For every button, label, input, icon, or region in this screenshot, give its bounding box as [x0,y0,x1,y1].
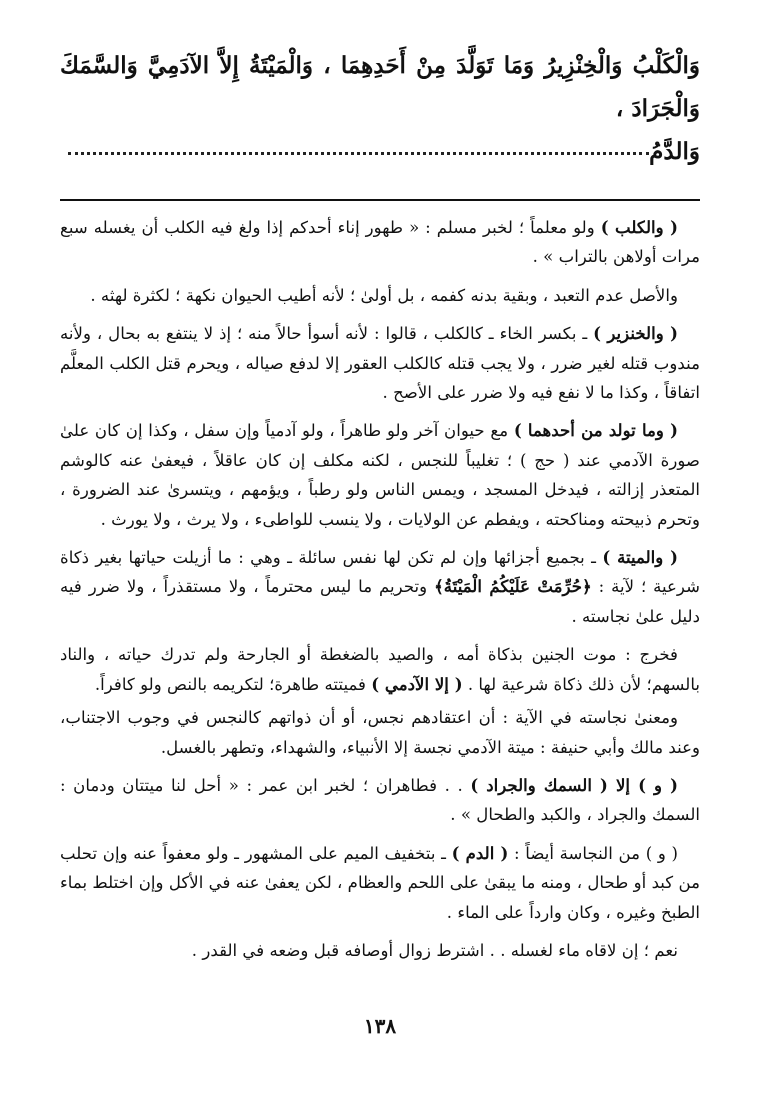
paragraph-kharaja [60,640,700,699]
term: ( إلا الآدمي ) [371,673,463,694]
paragraph-naam [60,936,700,965]
paragraph-tawallad [60,416,700,534]
term: ( والميتة ) [602,547,678,568]
matn-line-2-row [60,130,700,173]
separator-rule [60,199,700,201]
term: ( والكلب ) [600,217,678,237]
paragraph-text: ـ بتخفيف الميم على المشهور ـ ولو معفواً عنه وإن تحلب من كبد أو طحال ، ومنه ما يبقىٰ على اللحم والعظام ، لكن يعفىٰ عنه في الأكل وإن اختلط بماء الطبخ وغيره ، وكان وارداً على الماء . [60,843,700,922]
paragraph-text: فخرج : موت الجنين بذكاة أمه ، والصيد بالضغطة أو الجارحة ولم تدرك حياته ، والناد بالسهم؛ لأن ذلك ذكاة شرعية لها . [60,645,700,694]
paragraph-text: ( و ) من النجاسة أيضاً : [508,843,678,863]
page-number: ١٣٨ [363,1014,397,1038]
paragraph-text: ـ بكسر الخاء ـ كالكلب ، قالوا : لأنه أسوأ حالاً منه ؛ إذ لا ينتفع به بحال ، ولأنه مندوب قتله لغير ضرر ، ولا يجب قتله كالكلب العقور إلا لدفع صياله ، ويحرم قتل الكلب المعلَّم اتفاقاً ، وكذا ما لا نفع فيه ولا ضرر على الأصح . [60,324,700,403]
paragraph-text: . . فطاهران ؛ لخبر ابن عمر : « أحل لنا ميتتان ودمان : السمك والجراد ، والكبد والطحال » . [60,775,700,825]
dotted-leader [68,130,649,155]
term: ( الدم ) [451,842,509,863]
paragraph-khinzir [60,319,700,407]
paragraph-text: فميتته طاهرة؛ لتكريمه بالنص ولو كافراً. [94,674,372,694]
term: ( و ) إلا ( السمك والجراد ) [470,774,678,795]
matn-text [60,44,700,130]
paragraph-text: والأصل عدم التعبد ، وبقية بدنه كفمه ، بل أولىٰ ؛ لأنه أطيب الحيوان نكهة ؛ لكثرة لهثه . [90,285,678,305]
term: ( والخنزير ) [593,323,678,344]
paragraph-text: ـ بجميع أجزائها وإن لم تكن لها نفس سائلة ـ وهي : ما أزيلت حياتها بغير ذكاة شرعية ؛ لآية : [60,548,700,597]
paragraph-mayta [60,543,700,631]
paragraph-text: وتحريم ما ليس محترماً ، ولا مستقذراً ، ولا ضرر فيه دليل علىٰ نجاسته . [60,577,700,626]
matn-line-1: وَالْكَلْبُ وَالْخِنْزِيرُ وَمَا تَوَلَّدَ مِنْ أَحَدِهِمَا ، وَالْمَيْتَةُ إِلاَّ الآدَمِيَّ وَالسَّمَكَ وَالْجَرَادَ ، [60,52,700,122]
term: ( وما تولد من أحدهما ) [513,420,679,441]
commentary [60,213,700,965]
paragraph-mana [60,703,700,762]
paragraph-text: ومعنىٰ نجاسته في الآية : أن اعتقادهم نجس، أو أن ذواتهم كالنجس في وجوب الاجتناب، وعند مالك وأبي حنيفة : ميتة الآدمي نجسة إلا الأنبياء، والشهداء، وتطهر بالغسل. [60,708,700,757]
paragraph-asl [60,281,700,310]
paragraph-samak [60,771,700,830]
paragraph-text: مع حيوان آخر ولو طاهراً ، ولو آدمياً وإن سفل ، وكذا إن كان علىٰ صورة الآدمي عند ( حج ) ؛ تغليباً للنجس ، لكنه مكلف إن كان عاقلاً ، فيعفىٰ عنه كالوشم المتعذر إزالته ، فيدخل المسجد ، ويمس الناس ولو رطباً ، ويؤمهم ، ويتسرىٰ عند الضرورة ، وتحرم ذبيحته ومناكحته ، ويفطم عن الولايات ، ولا ينسب للواطىء ، ولا يرث ، ولا يورث . [60,421,700,529]
paragraph-text: نعم ؛ إن لاقاه ماء لغسله . . اشترط زوال أوصافه قبل وضعه في القدر . [191,940,678,960]
paragraph-text: ولو معلماً ؛ لخبر مسلم : « طهور إناء أحدكم إذا ولغ فيه الكلب أن يغسله سبع مرات أولاهن بالتراب » . [60,218,700,267]
paragraph-kalb [60,213,700,272]
matn-line-2: وَالدَّمُ [649,138,700,165]
paragraph-dam [60,839,700,927]
quran-verse: ﴿حُرِّمَتْ عَلَيْكُمُ الْمَيْتَةُ﴾ [434,576,592,597]
